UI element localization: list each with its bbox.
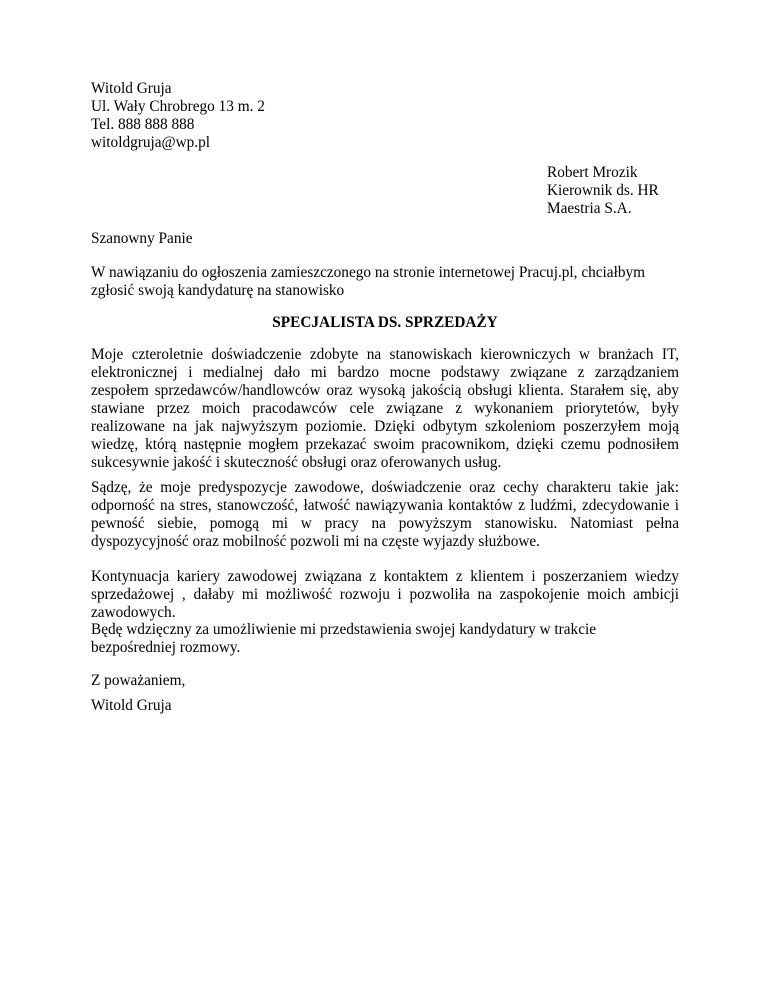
recipient-name: Robert Mrozik (547, 164, 638, 181)
paragraph-line: zawodowych. (91, 604, 176, 621)
sender-block (91, 80, 265, 152)
paragraph-line: Sądzę, że moje predyspozycje zawodowe, doświadczenie oraz cechy charakteru takie jak: (91, 479, 679, 496)
paragraph-experience (91, 346, 679, 472)
salutation: Szanowny Panie (91, 230, 193, 247)
closing-phrase: Z poważaniem, (91, 672, 186, 689)
paragraph-line: bezpośredniej rozmowy. (91, 639, 241, 656)
position-title: SPECJALISTA DS. SPRZEDAŻY (272, 314, 498, 331)
paragraph-line: zespołem sprzedawców/handlowców oraz wysoką jakością obsługi klienta. Starałem się, aby (91, 382, 679, 399)
recipient-company: Maestria S.A. (547, 200, 632, 217)
paragraph-career (91, 568, 679, 622)
paragraph-line: realizowane na jak najwyższym poziomie. Dzięki odbytym szkoleniom poszerzyłem moją (91, 418, 679, 435)
paragraph-line: dyspozycyjność oraz mobilność pozwoli mi na częste wyjazdy służbowe. (91, 533, 541, 550)
paragraph-line: sprzedażowej , dałaby mi możliwość rozwoju i pozwoliła na zaspokojenie moich ambicji (91, 586, 679, 603)
intro-paragraph (91, 264, 681, 300)
paragraph-line: elektronicznej i medialnej dało mi bardzo mocne podstawy związane z zarządzaniem (91, 364, 679, 381)
recipient-title: Kierownik ds. HR (547, 182, 659, 199)
paragraph-line: Kontynuacja kariery zawodowej związana z kontaktem z klientem i poszerzaniem wiedzy (91, 568, 679, 585)
paragraph-line: Moje czteroletnie doświadczenie zdobyte na stanowiskach kierowniczych w branżach IT, (91, 346, 679, 363)
paragraph-predispositions (91, 479, 679, 551)
paragraph-line: sukcesywnie jakość i skuteczność obsługi oraz oferowanych usług. (91, 454, 502, 471)
paragraph-line: odporność na stres, stanowczość, łatwość nawiązywania kontaktów z ludźmi, zdecydowanie i (91, 497, 679, 514)
intro-line: W nawiązaniu do ogłoszenia zamieszczonego na stronie internetowej Pracuj.pl, chciałbym (91, 264, 646, 281)
paragraph-interview (91, 621, 679, 657)
intro-line: zgłosić swoją kandydaturę na stanowisko (91, 282, 345, 299)
recipient-block (547, 164, 659, 218)
paragraph-line: wiedzę, którą następnie mogłem przekazać swoim pracownikom, dzięki czemu podnosiłem (91, 436, 679, 453)
sender-email: witoldgruja@wp.pl (91, 134, 211, 151)
sender-phone: Tel. 888 888 888 (91, 116, 195, 133)
paragraph-line: pewność siebie, pomogą mi w pracy na powyższym stanowisku. Natomiast pełna (91, 515, 679, 532)
sender-address: Ul. Wały Chrobrego 13 m. 2 (91, 98, 265, 115)
sender-name: Witold Gruja (91, 80, 172, 97)
paragraph-line: stawiane przez moich pracodawców cele związane z wykonaniem priorytetów, były (91, 400, 679, 417)
paragraph-line: Będę wdzięczny za umożliwienie mi przedstawienia swojej kandydatury w trakcie (91, 621, 597, 638)
signature-name: Witold Gruja (91, 697, 172, 714)
